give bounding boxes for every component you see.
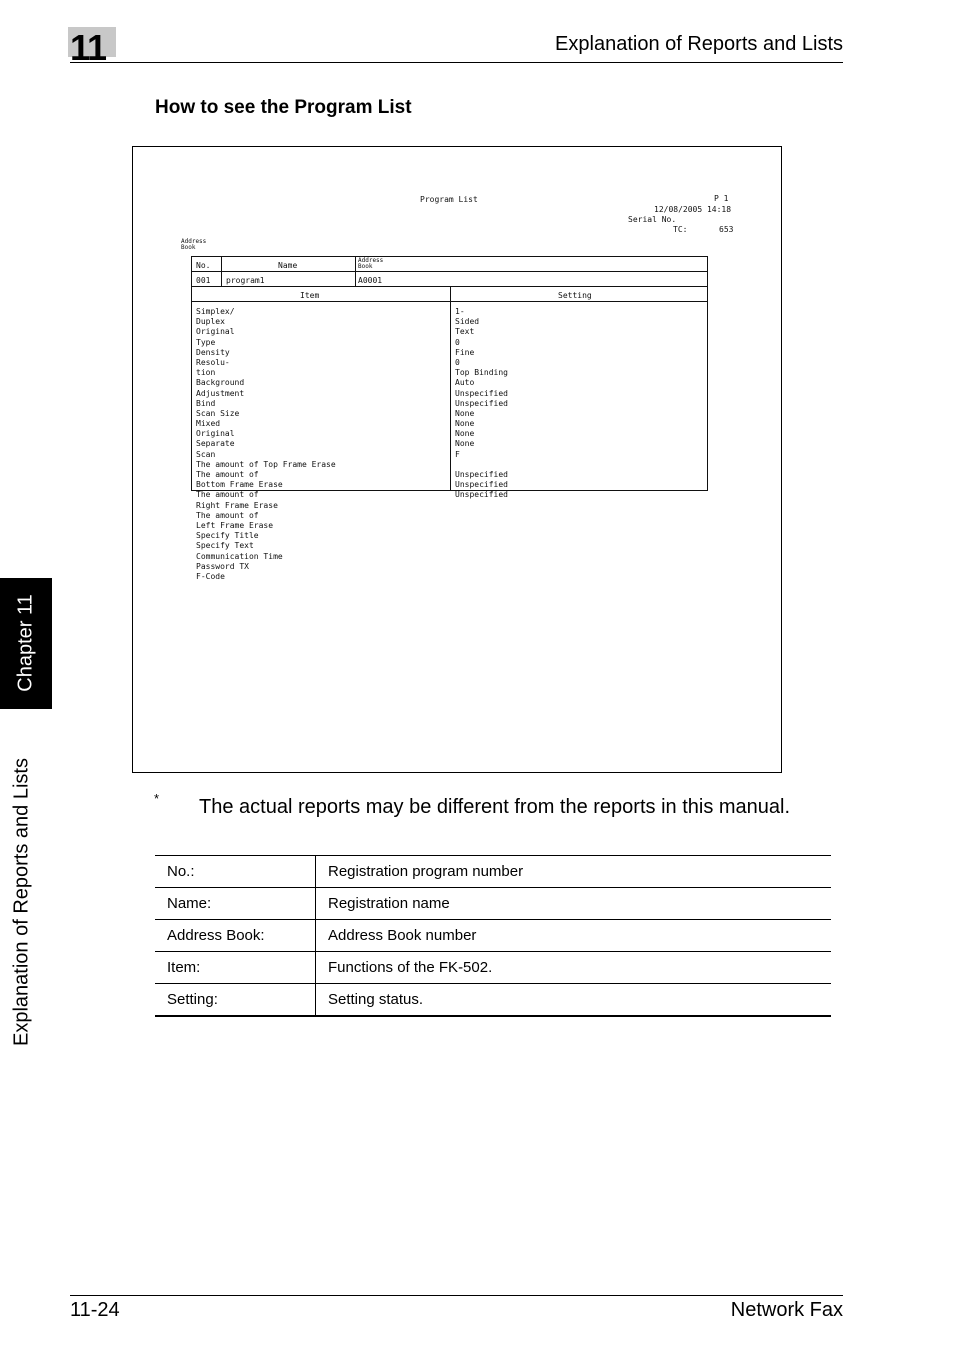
report-setting-line: Unspecified <box>455 490 508 500</box>
report-item-line: Original <box>196 327 235 337</box>
report-item-line: F-Code <box>196 571 225 581</box>
table-row <box>155 952 831 984</box>
report-item-line: The amount of <box>196 470 259 479</box>
report-setting-line: Auto <box>455 378 475 388</box>
running-header-title: Explanation of Reports and Lists <box>555 33 843 55</box>
report-item-line: Specify Title <box>196 531 259 541</box>
report-page: P 1 <box>714 194 729 203</box>
report-setting-line: Unspecified <box>455 398 508 408</box>
header-rule <box>70 62 843 63</box>
report-item-list <box>196 307 336 582</box>
report-item-line: Simplex/ <box>196 307 235 316</box>
report-col-setting: Setting <box>558 291 592 300</box>
report-table <box>191 256 708 581</box>
side-section-label: Explanation of Reports and Lists <box>10 758 33 1046</box>
table-row <box>155 984 831 1017</box>
report-entry-address-book: A0001 <box>358 276 383 285</box>
report-item-line: tion <box>196 368 216 378</box>
report-rule <box>450 286 451 490</box>
report-setting-line <box>455 460 508 470</box>
legend-key: Setting: <box>155 984 316 1017</box>
chapter-side-tab-label: Chapter 11 <box>14 594 37 692</box>
report-rule <box>221 257 222 286</box>
report-setting-line: Top Binding <box>455 368 508 378</box>
report-setting-list <box>455 307 508 501</box>
report-item-line: Resolu- <box>196 357 230 367</box>
report-item-line: Specify Text <box>196 541 254 551</box>
legend-key: Name: <box>155 888 316 920</box>
report-setting-line: Unspecified <box>455 470 508 479</box>
legend-value: Setting status. <box>316 984 832 1017</box>
legend-key: No.: <box>155 856 316 888</box>
report-item-line: Density <box>196 347 230 357</box>
report-item-line: The amount of <box>196 510 259 520</box>
report-item-line: Adjustment <box>196 388 245 398</box>
report-datetime: 12/08/2005 14:18 <box>654 205 732 214</box>
report-item-line: Scan <box>196 449 216 459</box>
legend-key: Item: <box>155 952 316 984</box>
section-heading: How to see the Program List <box>155 97 412 118</box>
report-item-line: Original <box>196 429 235 439</box>
report-setting-line: 1- <box>455 307 465 316</box>
report-setting-line: None <box>455 419 475 429</box>
report-item-line: Bind <box>196 398 216 408</box>
report-item-line: Communication Time <box>196 551 283 561</box>
report-item-line: The amount of Top Frame Erase <box>196 459 336 469</box>
report-item-line: The amount of <box>196 490 259 500</box>
report-setting-line: Text <box>455 327 475 337</box>
footer-page-number: 11-24 <box>70 1299 120 1321</box>
report-entry-name: program1 <box>226 276 265 285</box>
report-item-line: Duplex <box>196 317 225 327</box>
report-item-line: Password TX <box>196 561 249 571</box>
report-setting-line: F <box>455 449 460 459</box>
legend-value: Registration program number <box>316 856 832 888</box>
report-setting-line: None <box>455 439 475 449</box>
report-setting-line: Sided <box>455 317 480 327</box>
table-row <box>155 920 831 952</box>
report-rule <box>192 271 707 272</box>
report-item-line: Background <box>196 378 245 388</box>
table-row <box>155 888 831 920</box>
report-setting-line: None <box>455 408 475 418</box>
legend-value: Address Book number <box>316 920 832 952</box>
note-marker: * <box>154 791 160 806</box>
report-item-line: Type <box>196 337 216 347</box>
report-tc-label: TC: <box>673 225 688 234</box>
note-text: The actual reports may be different from the reports in this manual. <box>199 796 791 818</box>
footer-rule <box>70 1295 843 1296</box>
report-item-line: Bottom Frame Erase <box>196 480 283 490</box>
program-list-report <box>171 180 741 581</box>
field-legend-table <box>155 855 831 1017</box>
report-item-line: Separate <box>196 439 235 449</box>
legend-key: Address Book: <box>155 920 316 952</box>
legend-value: Functions of the FK-502. <box>316 952 832 984</box>
legend-value: Registration name <box>316 888 832 920</box>
report-item-line: Left Frame Erase <box>196 520 274 530</box>
chapter-number: 11 <box>70 27 107 68</box>
report-col-no: No. <box>196 261 211 270</box>
report-serial-label: Serial No. <box>628 215 677 224</box>
report-item-line: Mixed <box>196 419 221 429</box>
report-tc-value: 653 <box>719 225 734 234</box>
report-setting-line: Unspecified <box>455 388 508 398</box>
report-col-item: Item <box>300 291 320 300</box>
table-row <box>155 856 831 888</box>
report-item-line: Right Frame Erase <box>196 500 278 510</box>
report-setting-line: 0 <box>455 357 460 367</box>
report-col-address-book: Address Book <box>358 257 384 270</box>
report-title: Program List <box>420 195 478 204</box>
report-setting-line: Fine <box>455 347 475 357</box>
report-rule <box>355 257 356 286</box>
footer-title: Network Fax <box>730 1299 843 1321</box>
report-item-line: Scan Size <box>196 408 240 418</box>
report-col-name: Name <box>278 261 298 270</box>
report-entry-no: 001 <box>196 276 211 285</box>
report-setting-line: Unspecified <box>455 480 508 490</box>
report-setting-line: 0 <box>455 337 460 347</box>
report-setting-line: None <box>455 429 475 439</box>
report-address-book-label: Address Book <box>181 238 207 251</box>
